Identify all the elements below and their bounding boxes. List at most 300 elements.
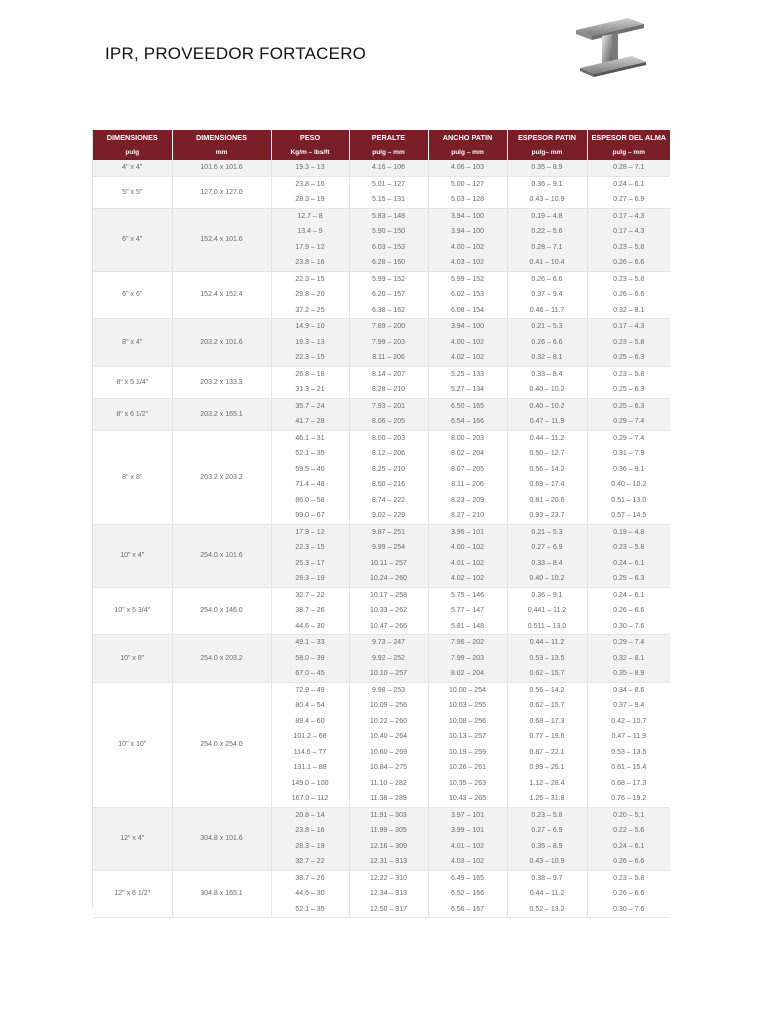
espesor-patin-cell: 0.41 – 10.4 — [507, 255, 587, 271]
dimension-mm-cell: 203.2 x 165.1 — [172, 398, 271, 430]
espesor-alma-cell: 0.23 – 5.8 — [587, 335, 670, 351]
size-group — [93, 176, 670, 208]
espesor-alma-cell: 0.25 – 6.3 — [587, 382, 670, 398]
peso-cell: 99.0 – 67 — [271, 508, 349, 524]
espesor-patin-cell: 0.27 – 6.9 — [507, 823, 587, 839]
size-group — [93, 366, 670, 398]
peso-cell: 46.1 – 31 — [271, 430, 349, 446]
ancho-patin-cell: 8.27 – 210 — [428, 508, 507, 524]
dimension-mm-cell: 254.0 x 101.6 — [172, 524, 271, 587]
peralte-cell: 7.99 – 203 — [349, 335, 428, 351]
espesor-alma-cell: 0.26 – 6.6 — [587, 255, 670, 271]
ancho-patin-cell: 5.77 – 147 — [428, 603, 507, 619]
ancho-patin-cell: 4.03 – 102 — [428, 854, 507, 870]
peso-cell: 37.2 – 25 — [271, 303, 349, 319]
espesor-patin-cell: 0.81 – 20.6 — [507, 493, 587, 509]
ancho-patin-cell: 4.06 – 103 — [428, 160, 507, 176]
espesor-alma-cell: 0.32 – 8.1 — [587, 651, 670, 667]
espesor-alma-cell: 0.29 – 7.4 — [587, 635, 670, 651]
peralte-cell: 12.22 – 310 — [349, 870, 428, 886]
espesor-patin-cell: 0.19 – 4.8 — [507, 208, 587, 224]
peso-cell: 35.7 – 24 — [271, 398, 349, 414]
espesor-patin-cell: 0.52 – 13.2 — [507, 902, 587, 918]
espesor-alma-cell: 0.61 – 15.4 — [587, 760, 670, 776]
peralte-cell: 5.15 – 131 — [349, 192, 428, 208]
ancho-patin-cell: 5.03 – 128 — [428, 192, 507, 208]
peralte-cell: 7.93 – 201 — [349, 398, 428, 414]
espesor-alma-cell: 0.17 – 4.3 — [587, 224, 670, 240]
peralte-cell: 8.11 – 206 — [349, 350, 428, 366]
peralte-cell: 12.16 – 309 — [349, 839, 428, 855]
peso-cell: 52.1 – 35 — [271, 902, 349, 918]
peralte-cell: 6.20 – 157 — [349, 287, 428, 303]
espesor-alma-cell: 0.76 – 19.2 — [587, 791, 670, 807]
espesor-alma-cell: 0.17 – 4.3 — [587, 319, 670, 335]
ancho-patin-cell: 4.02 – 102 — [428, 350, 507, 366]
ancho-patin-cell: 5.81 – 148 — [428, 619, 507, 635]
ancho-patin-cell: 4.01 – 102 — [428, 556, 507, 572]
table-header — [93, 130, 670, 160]
espesor-alma-cell: 0.30 – 7.6 — [587, 619, 670, 635]
espesor-patin-cell: 0.62 – 15.7 — [507, 698, 587, 714]
espesor-patin-cell: 0.62 – 15.7 — [507, 666, 587, 682]
espesor-patin-cell: 0.37 – 9.4 — [507, 287, 587, 303]
espesor-patin-cell: 0.69 – 17.4 — [507, 477, 587, 493]
peso-cell: 59.5 – 40 — [271, 462, 349, 478]
size-group — [93, 870, 670, 918]
espesor-patin-cell: 0.21 – 5.3 — [507, 524, 587, 540]
size-group — [93, 682, 670, 807]
header-peso: PESO — [271, 130, 349, 145]
peralte-cell: 10.33 – 262 — [349, 603, 428, 619]
peso-cell: 114.6 – 77 — [271, 745, 349, 761]
ancho-patin-cell: 8.11 – 206 — [428, 477, 507, 493]
espesor-patin-cell: 0.56 – 14.2 — [507, 462, 587, 478]
size-group — [93, 271, 670, 319]
peralte-cell: 10.24 – 260 — [349, 571, 428, 587]
espesor-alma-cell: 0.53 – 13.5 — [587, 745, 670, 761]
dimension-pulg-cell: 10" x 4" — [93, 524, 172, 587]
peso-cell: 58.0 – 39 — [271, 651, 349, 667]
espesor-patin-cell: 0.441 – 11.2 — [507, 603, 587, 619]
espesor-patin-cell: 0.28 – 7.1 — [507, 240, 587, 256]
espesor-alma-cell: 0.24 – 6.1 — [587, 587, 670, 603]
dimension-pulg-cell: 6" x 4" — [93, 208, 172, 271]
peso-cell: 38.7 – 26 — [271, 870, 349, 886]
unit-pulg: pulg — [93, 145, 172, 160]
peralte-cell: 8.12 – 206 — [349, 446, 428, 462]
espesor-patin-cell: 0.50 – 12.7 — [507, 446, 587, 462]
peralte-cell: 6.38 – 162 — [349, 303, 428, 319]
peralte-cell: 8.14 – 207 — [349, 366, 428, 382]
size-group — [93, 319, 670, 367]
peso-cell: 49.1 – 33 — [271, 635, 349, 651]
espesor-patin-cell: 1.12 – 28.4 — [507, 776, 587, 792]
unit-peso: Kg/m – lbs/ft — [271, 145, 349, 160]
dimension-pulg-cell: 8" x 5 1/4" — [93, 366, 172, 398]
ancho-patin-cell: 6.50 – 165 — [428, 398, 507, 414]
peso-cell: 28.3 – 19 — [271, 192, 349, 208]
dimension-mm-cell: 127.0 x 127.0 — [172, 176, 271, 208]
ancho-patin-cell: 4.01 – 102 — [428, 839, 507, 855]
ancho-patin-cell: 6.52 – 166 — [428, 886, 507, 902]
espesor-patin-cell: 0.33 – 8.4 — [507, 556, 587, 572]
espesor-alma-cell: 0.26 – 6.6 — [587, 603, 670, 619]
peso-cell: 23.8 – 16 — [271, 255, 349, 271]
espesor-patin-cell: 0.77 – 19.6 — [507, 729, 587, 745]
peralte-cell: 9.92 – 252 — [349, 651, 428, 667]
dimension-pulg-cell: 5" x 5" — [93, 176, 172, 208]
espesor-alma-cell: 0.32 – 8.1 — [587, 303, 670, 319]
espesor-patin-cell: 0.99 – 25.1 — [507, 760, 587, 776]
dimension-mm-cell: 254.0 x 146.0 — [172, 587, 271, 635]
peralte-cell: 9.99 – 254 — [349, 540, 428, 556]
size-group — [93, 208, 670, 271]
peso-cell: 89.4 – 60 — [271, 714, 349, 730]
dimension-pulg-cell: 10" x 5 3/4" — [93, 587, 172, 635]
espesor-patin-cell: 0.35 – 8.9 — [507, 160, 587, 176]
espesor-patin-cell: 0.33 – 8.4 — [507, 366, 587, 382]
peralte-cell: 8.25 – 210 — [349, 462, 428, 478]
peralte-cell: 9.87 – 251 — [349, 524, 428, 540]
espesor-patin-cell: 0.46 – 11.7 — [507, 303, 587, 319]
ancho-patin-cell: 10.00 – 254 — [428, 682, 507, 698]
espesor-alma-cell: 0.17 – 4.3 — [587, 208, 670, 224]
peralte-cell: 9.98 – 253 — [349, 682, 428, 698]
peso-cell: 32.7 – 22 — [271, 587, 349, 603]
espesor-patin-cell: 0.22 – 5.6 — [507, 224, 587, 240]
unit-espesor-alma: pulg – mm — [587, 145, 670, 160]
peralte-cell: 10.11 – 257 — [349, 556, 428, 572]
ancho-patin-cell: 4.00 – 102 — [428, 240, 507, 256]
peso-cell: 19.3 – 13 — [271, 160, 349, 176]
espesor-patin-cell: 0.35 – 8.9 — [507, 839, 587, 855]
peralte-cell: 6.28 – 160 — [349, 255, 428, 271]
i-beam-icon — [572, 16, 650, 78]
table-row — [93, 635, 670, 651]
table-row — [93, 366, 670, 382]
espesor-alma-cell: 0.19 – 4.8 — [587, 524, 670, 540]
espesor-patin-cell: 0.44 – 11.2 — [507, 430, 587, 446]
peso-cell: 41.7 – 28 — [271, 414, 349, 430]
peso-cell: 44.6 – 30 — [271, 619, 349, 635]
table-row — [93, 587, 670, 603]
espesor-alma-cell: 0.57 – 14.5 — [587, 508, 670, 524]
ancho-patin-cell: 3.94 – 100 — [428, 319, 507, 335]
size-group — [93, 430, 670, 524]
ancho-patin-cell: 10.03 – 255 — [428, 698, 507, 714]
ancho-patin-cell: 10.35 – 263 — [428, 776, 507, 792]
peralte-cell: 10.60 – 269 — [349, 745, 428, 761]
ancho-patin-cell: 8.23 – 209 — [428, 493, 507, 509]
ancho-patin-cell: 3.94 – 100 — [428, 224, 507, 240]
peso-cell: 131.1 – 88 — [271, 760, 349, 776]
espesor-alma-cell: 0.26 – 6.6 — [587, 854, 670, 870]
header-dimensiones-pulg: DIMENSIONES — [93, 130, 172, 145]
peso-cell: 38.7 – 26 — [271, 603, 349, 619]
peso-cell: 22.3 – 15 — [271, 350, 349, 366]
espesor-patin-cell: 0.44 – 11.2 — [507, 886, 587, 902]
ancho-patin-cell: 6.54 – 166 — [428, 414, 507, 430]
peso-cell: 17.9 – 12 — [271, 240, 349, 256]
ancho-patin-cell: 8.07 – 205 — [428, 462, 507, 478]
espesor-alma-cell: 0.47 – 11.9 — [587, 729, 670, 745]
size-group — [93, 807, 670, 870]
espesor-alma-cell: 0.28 – 7.1 — [587, 160, 670, 176]
dimension-mm-cell: 304.8 x 101.6 — [172, 807, 271, 870]
ancho-patin-cell: 8.02 – 204 — [428, 666, 507, 682]
espesor-alma-cell: 0.25 – 6.3 — [587, 350, 670, 366]
espesor-patin-cell: 0.23 – 5.8 — [507, 807, 587, 823]
espesor-patin-cell: 0.38 – 9.7 — [507, 870, 587, 886]
peso-cell: 12.7 – 8 — [271, 208, 349, 224]
ancho-patin-cell: 10.13 – 257 — [428, 729, 507, 745]
peso-cell: 52.1 – 35 — [271, 446, 349, 462]
peralte-cell: 7.89 – 200 — [349, 319, 428, 335]
dimension-pulg-cell: 10" x 10" — [93, 682, 172, 807]
size-group — [93, 524, 670, 587]
peso-cell: 86.0 – 58 — [271, 493, 349, 509]
peso-cell: 19.3 – 13 — [271, 335, 349, 351]
espesor-patin-cell: 0.26 – 6.6 — [507, 271, 587, 287]
espesor-alma-cell: 0.23 – 5.8 — [587, 271, 670, 287]
ancho-patin-cell: 5.27 – 134 — [428, 382, 507, 398]
header-dimensiones-mm: DIMENSIONES — [172, 130, 271, 145]
dimension-mm-cell: 203.2 x 133.3 — [172, 366, 271, 398]
peso-cell: 14.9 – 10 — [271, 319, 349, 335]
espesor-alma-cell: 0.24 – 6.1 — [587, 176, 670, 192]
ancho-patin-cell: 4.03 – 102 — [428, 255, 507, 271]
espesor-alma-cell: 0.26 – 6.6 — [587, 287, 670, 303]
table-row — [93, 176, 670, 192]
peralte-cell: 5.99 – 152 — [349, 271, 428, 287]
peso-cell: 20.8 – 14 — [271, 807, 349, 823]
dimension-mm-cell: 203.2 x 203.2 — [172, 430, 271, 524]
espesor-alma-cell: 0.26 – 6.6 — [587, 886, 670, 902]
peralte-cell: 10.09 – 256 — [349, 698, 428, 714]
peralte-cell: 9.73 – 247 — [349, 635, 428, 651]
peralte-cell: 8.06 – 205 — [349, 414, 428, 430]
table-row — [93, 524, 670, 540]
peso-cell: 23.8 – 16 — [271, 823, 349, 839]
espesor-alma-cell: 0.22 – 5.6 — [587, 823, 670, 839]
ancho-patin-cell: 5.25 – 133 — [428, 366, 507, 382]
espesor-patin-cell: 0.44 – 11.2 — [507, 635, 587, 651]
espesor-alma-cell: 0.25 – 6.3 — [587, 398, 670, 414]
peso-cell: 26.8 – 18 — [271, 366, 349, 382]
espesor-patin-cell: 0.68 – 17.3 — [507, 714, 587, 730]
dimension-mm-cell: 254.0 x 254.0 — [172, 682, 271, 807]
espesor-alma-cell: 0.25 – 6.3 — [587, 571, 670, 587]
peso-cell: 44.6 – 30 — [271, 886, 349, 902]
peso-cell: 67.0 – 45 — [271, 666, 349, 682]
peso-cell: 29.8 – 20 — [271, 287, 349, 303]
ancho-patin-cell: 10.43 – 265 — [428, 791, 507, 807]
espesor-alma-cell: 0.37 – 9.4 — [587, 698, 670, 714]
peso-cell: 28.3 – 19 — [271, 571, 349, 587]
size-group — [93, 635, 670, 683]
table-row — [93, 319, 670, 335]
ancho-patin-cell: 6.02 – 153 — [428, 287, 507, 303]
espesor-alma-cell: 0.24 – 6.1 — [587, 839, 670, 855]
espesor-alma-cell: 0.20 – 5.1 — [587, 807, 670, 823]
espesor-patin-cell: 0.53 – 13.5 — [507, 651, 587, 667]
espesor-alma-cell: 0.23 – 5.8 — [587, 366, 670, 382]
ancho-patin-cell: 6.56 – 167 — [428, 902, 507, 918]
ancho-patin-cell: 10.08 – 256 — [428, 714, 507, 730]
espesor-patin-cell: 0.56 – 14.2 — [507, 682, 587, 698]
espesor-alma-cell: 0.51 – 13.0 — [587, 493, 670, 509]
espesor-alma-cell: 0.36 – 9.1 — [587, 462, 670, 478]
peso-cell: 22.3 – 15 — [271, 540, 349, 556]
peralte-cell: 12.34 – 313 — [349, 886, 428, 902]
ancho-patin-cell: 6.49 – 165 — [428, 870, 507, 886]
ancho-patin-cell: 3.96 – 101 — [428, 524, 507, 540]
peso-cell: 72.9 – 49 — [271, 682, 349, 698]
peralte-cell: 11.38 – 289 — [349, 791, 428, 807]
peralte-cell: 5.01 – 127 — [349, 176, 428, 192]
ancho-patin-cell: 6.08 – 154 — [428, 303, 507, 319]
ipr-spec-table — [93, 130, 670, 918]
espesor-alma-cell: 0.23 – 5.8 — [587, 540, 670, 556]
peso-cell: 101.2 – 68 — [271, 729, 349, 745]
ancho-patin-cell: 4.00 – 102 — [428, 540, 507, 556]
peralte-cell: 4.16 – 106 — [349, 160, 428, 176]
peralte-cell: 9.02 – 229 — [349, 508, 428, 524]
peralte-cell: 10.47 – 266 — [349, 619, 428, 635]
espesor-alma-cell: 0.27 – 6.9 — [587, 192, 670, 208]
header-row-1 — [93, 130, 670, 145]
peralte-cell: 10.40 – 264 — [349, 729, 428, 745]
size-group — [93, 587, 670, 635]
peralte-cell: 10.10 – 257 — [349, 666, 428, 682]
peralte-cell: 10.17 – 258 — [349, 587, 428, 603]
espesor-patin-cell: 0.21 – 5.3 — [507, 319, 587, 335]
table-row — [93, 807, 670, 823]
peralte-cell: 10.84 – 275 — [349, 760, 428, 776]
ancho-patin-cell: 7.96 – 202 — [428, 635, 507, 651]
ancho-patin-cell: 5.00 – 127 — [428, 176, 507, 192]
peralte-cell: 8.00 – 203 — [349, 430, 428, 446]
espesor-alma-cell: 0.40 – 10.2 — [587, 477, 670, 493]
ancho-patin-cell: 5.75 – 146 — [428, 587, 507, 603]
peralte-cell: 12.50 – 317 — [349, 902, 428, 918]
espesor-alma-cell: 0.35 – 8.9 — [587, 666, 670, 682]
header-row-2 — [93, 145, 670, 160]
header-espesor-alma: ESPESOR DEL ALMA — [587, 130, 670, 145]
peralte-cell: 11.10 – 282 — [349, 776, 428, 792]
espesor-alma-cell: 0.23 – 5.8 — [587, 240, 670, 256]
dimension-mm-cell: 254.0 x 203.2 — [172, 635, 271, 683]
espesor-alma-cell: 0.23 – 5.8 — [587, 870, 670, 886]
espesor-alma-cell: 0.42 – 10.7 — [587, 714, 670, 730]
table-row — [93, 160, 670, 176]
espesor-patin-cell: 0.93 – 23.7 — [507, 508, 587, 524]
dimension-pulg-cell: 8" x 8" — [93, 430, 172, 524]
peralte-cell: 5.90 – 150 — [349, 224, 428, 240]
peso-cell: 71.4 – 48 — [271, 477, 349, 493]
table-row — [93, 682, 670, 698]
espesor-patin-cell: 0.36 – 9.1 — [507, 587, 587, 603]
peralte-cell: 8.28 – 210 — [349, 382, 428, 398]
peralte-cell: 8.50 – 216 — [349, 477, 428, 493]
dimension-pulg-cell: 8" x 4" — [93, 319, 172, 367]
table-row — [93, 870, 670, 886]
peralte-cell: 11.91 – 303 — [349, 807, 428, 823]
espesor-patin-cell: 0.43 – 10.9 — [507, 192, 587, 208]
ancho-patin-cell: 3.99 – 101 — [428, 823, 507, 839]
table-row — [93, 271, 670, 287]
peso-cell: 80.4 – 54 — [271, 698, 349, 714]
espesor-patin-cell: 0.36 – 9.1 — [507, 176, 587, 192]
dimension-pulg-cell: 12" x 6 1/2" — [93, 870, 172, 918]
espesor-patin-cell: 0.87 – 22.1 — [507, 745, 587, 761]
dimension-pulg-cell: 4" x 4" — [93, 160, 172, 176]
peralte-cell: 8.74 – 222 — [349, 493, 428, 509]
espesor-patin-cell: 0.43 – 10.9 — [507, 854, 587, 870]
peso-cell: 13.4 – 9 — [271, 224, 349, 240]
peso-cell: 32.7 – 22 — [271, 854, 349, 870]
peralte-cell: 11.99 – 305 — [349, 823, 428, 839]
unit-espesor-patin: pulg– mm — [507, 145, 587, 160]
peso-cell: 22.3 – 15 — [271, 271, 349, 287]
dimension-mm-cell: 304.8 x 165.1 — [172, 870, 271, 918]
page-title: IPR, PROVEEDOR FORTACERO — [105, 44, 367, 63]
dimension-pulg-cell: 8" x 6 1/2" — [93, 398, 172, 430]
dimension-mm-cell: 152.4 x 101.6 — [172, 208, 271, 271]
espesor-patin-cell: 1.25 – 31.8 — [507, 791, 587, 807]
table-row — [93, 430, 670, 446]
espesor-alma-cell: 0.34 – 8.6 — [587, 682, 670, 698]
espesor-patin-cell: 0.32 – 8.1 — [507, 350, 587, 366]
peralte-cell: 10.22 – 260 — [349, 714, 428, 730]
dimension-mm-cell: 203.2 x 101.6 — [172, 319, 271, 367]
ancho-patin-cell: 3.97 – 101 — [428, 807, 507, 823]
peralte-cell: 12.31 – 313 — [349, 854, 428, 870]
espesor-patin-cell: 0.40 – 10.2 — [507, 382, 587, 398]
header-ancho-patin: ANCHO PATIN — [428, 130, 507, 145]
peralte-cell: 6.03 – 153 — [349, 240, 428, 256]
ancho-patin-cell: 8.02 – 204 — [428, 446, 507, 462]
espesor-patin-cell: 0.511 – 13.0 — [507, 619, 587, 635]
peso-cell: 149.0 – 100 — [271, 776, 349, 792]
espesor-patin-cell: 0.26 – 6.6 — [507, 335, 587, 351]
dimension-mm-cell: 152.4 x 152.4 — [172, 271, 271, 319]
ancho-patin-cell: 7.99 – 203 — [428, 651, 507, 667]
unit-mm: mm — [172, 145, 271, 160]
header-espesor-patin: ESPESOR PATIN — [507, 130, 587, 145]
peralte-cell: 5.83 – 148 — [349, 208, 428, 224]
ancho-patin-cell: 8.00 – 203 — [428, 430, 507, 446]
espesor-patin-cell: 0.40 – 10.2 — [507, 398, 587, 414]
espesor-alma-cell: 0.24 – 6.1 — [587, 556, 670, 572]
dimension-mm-cell: 101.6 x 101.6 — [172, 160, 271, 176]
ancho-patin-cell: 3.94 – 100 — [428, 208, 507, 224]
dimension-pulg-cell: 12" x 4" — [93, 807, 172, 870]
unit-peralte: pulg – mm — [349, 145, 428, 160]
espesor-patin-cell: 0.47 – 11.9 — [507, 414, 587, 430]
espesor-patin-cell: 0.40 – 10.2 — [507, 571, 587, 587]
espesor-patin-cell: 0.27 – 6.9 — [507, 540, 587, 556]
espesor-alma-cell: 0.29 – 7.4 — [587, 414, 670, 430]
ancho-patin-cell: 10.26 – 261 — [428, 760, 507, 776]
table-row — [93, 208, 670, 224]
dimension-pulg-cell: 10" x 8" — [93, 635, 172, 683]
ancho-patin-cell: 5.99 – 152 — [428, 271, 507, 287]
size-group — [93, 398, 670, 430]
table-row — [93, 398, 670, 414]
ancho-patin-cell: 4.00 – 102 — [428, 335, 507, 351]
